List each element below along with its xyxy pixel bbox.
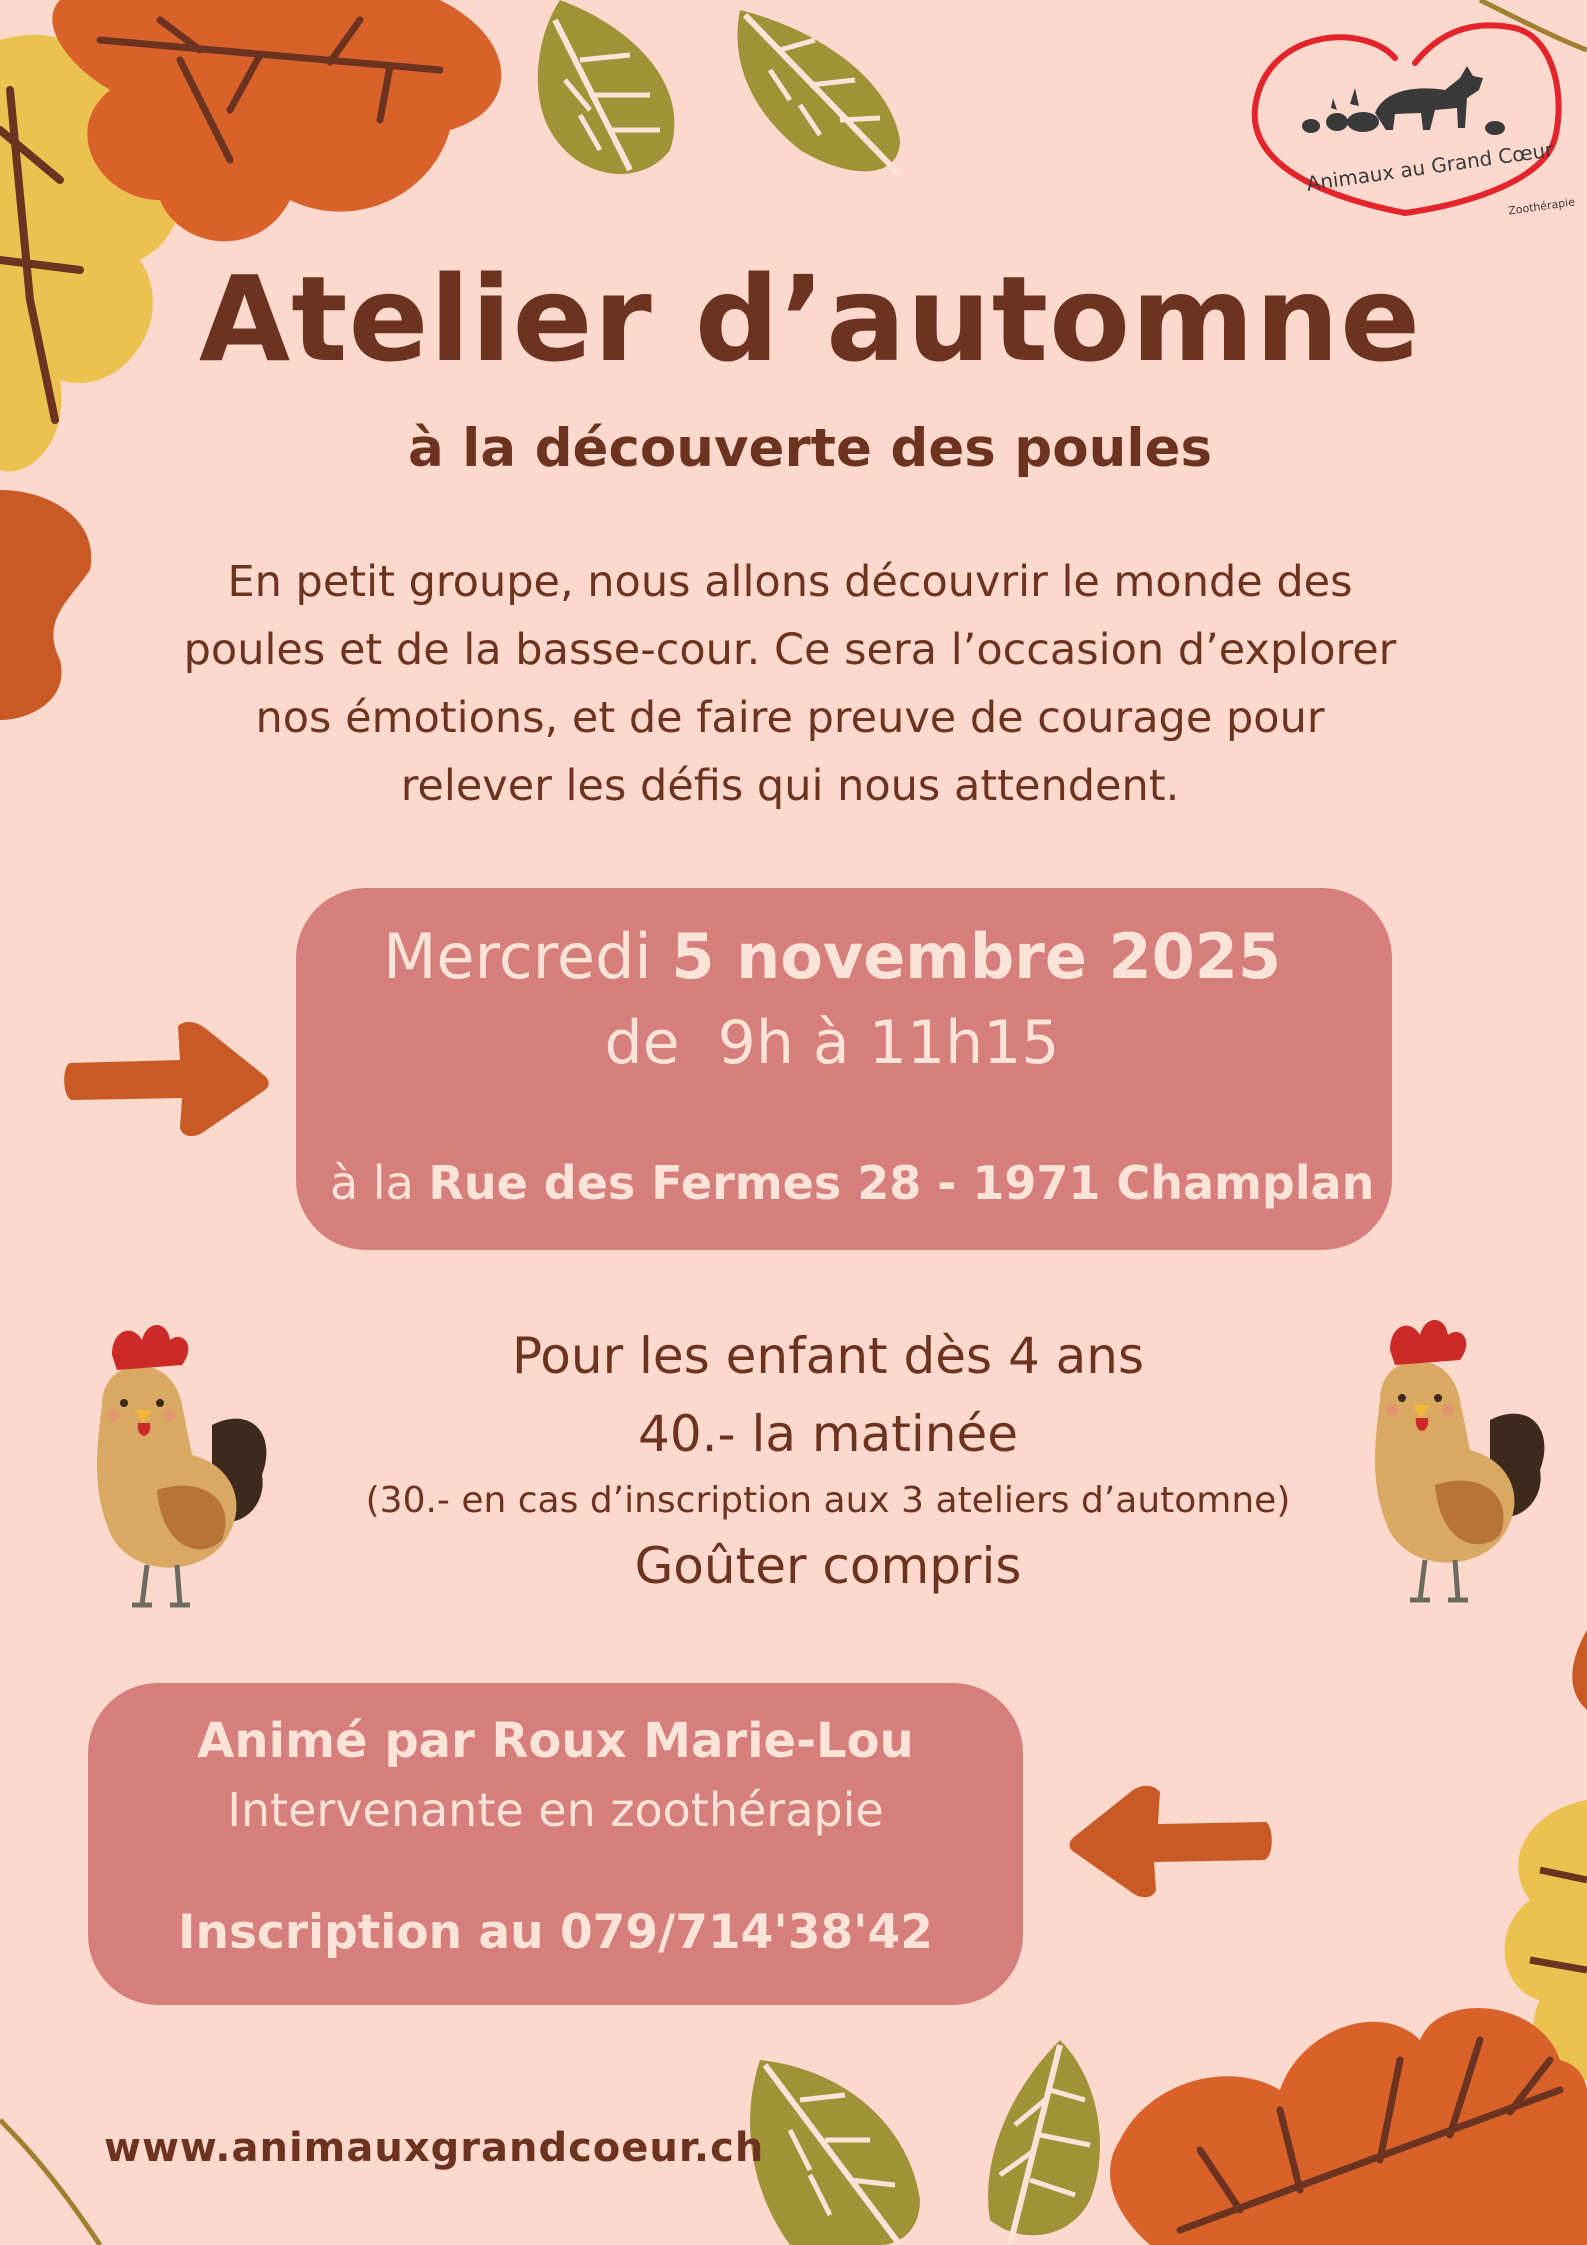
host-name: Animé par Roux Marie-Lou bbox=[197, 1713, 914, 1769]
intro-line: nos émotions, et de faire preuve de courage pour bbox=[255, 693, 1325, 743]
intro-paragraph bbox=[120, 548, 1460, 820]
autumn-leaf-icon bbox=[1572, 1630, 1587, 1710]
logo-name: Animaux au Grand Cœur bbox=[1305, 137, 1555, 196]
intro-line: poules et de la basse-cour. Ce sera l’occasion d’explorer bbox=[183, 625, 1397, 675]
host-box bbox=[88, 1683, 1023, 2005]
snack-info: Goûter compris bbox=[634, 1537, 1022, 1595]
event-time: de 9h à 11h15 bbox=[604, 1008, 1060, 1078]
page-subtitle: à la découverte des poules bbox=[407, 418, 1213, 479]
autumn-leaf-icon bbox=[750, 2060, 920, 2245]
animals-silhouette bbox=[1302, 66, 1505, 135]
autumn-leaf-icon bbox=[738, 10, 901, 175]
address-value: Rue des Fermes 28 - 1971 Champlan bbox=[428, 1156, 1375, 1210]
website-link[interactable]: www.animauxgrandcoeur.ch bbox=[104, 2125, 765, 2171]
autumn-leaf-icon bbox=[1110, 2008, 1587, 2245]
registration-phone: Inscription au 079/714'38'42 bbox=[178, 1905, 933, 1960]
event-address bbox=[330, 1156, 1374, 1210]
event-day: Mercredi bbox=[382, 920, 652, 993]
heart-logo-icon bbox=[1245, 18, 1575, 228]
age-info: Pour les enfant dès 4 ans bbox=[511, 1327, 1145, 1385]
intro-line: relever les défis qui nous attendent. bbox=[400, 761, 1180, 811]
intro-line: En petit groupe, nous allons découvrir le monde des bbox=[227, 557, 1353, 607]
address-prefix: à la bbox=[330, 1156, 414, 1210]
page-title: Atelier d’automne bbox=[198, 250, 1422, 388]
autumn-leaf-icon bbox=[538, 0, 675, 174]
arrow-left-icon bbox=[1068, 1782, 1276, 1902]
date-location-box bbox=[296, 888, 1392, 1250]
autumn-leaf-icon bbox=[0, 490, 91, 720]
price-info: 40.- la matinée bbox=[638, 1405, 1018, 1463]
logo-tagline: Zoothérapie bbox=[1507, 195, 1576, 218]
branch-stem bbox=[0, 2120, 100, 2245]
event-date-value: 5 novembre 2025 bbox=[671, 920, 1282, 993]
event-date bbox=[296, 920, 1368, 993]
host-role: Intervenante en zoothérapie bbox=[227, 1783, 884, 1837]
discount-info: (30.- en cas d’inscription aux 3 ateliers d’automne) bbox=[365, 1480, 1291, 1521]
autumn-leaf-icon bbox=[988, 2040, 1100, 2245]
arrow-right-icon bbox=[60, 1018, 275, 1140]
